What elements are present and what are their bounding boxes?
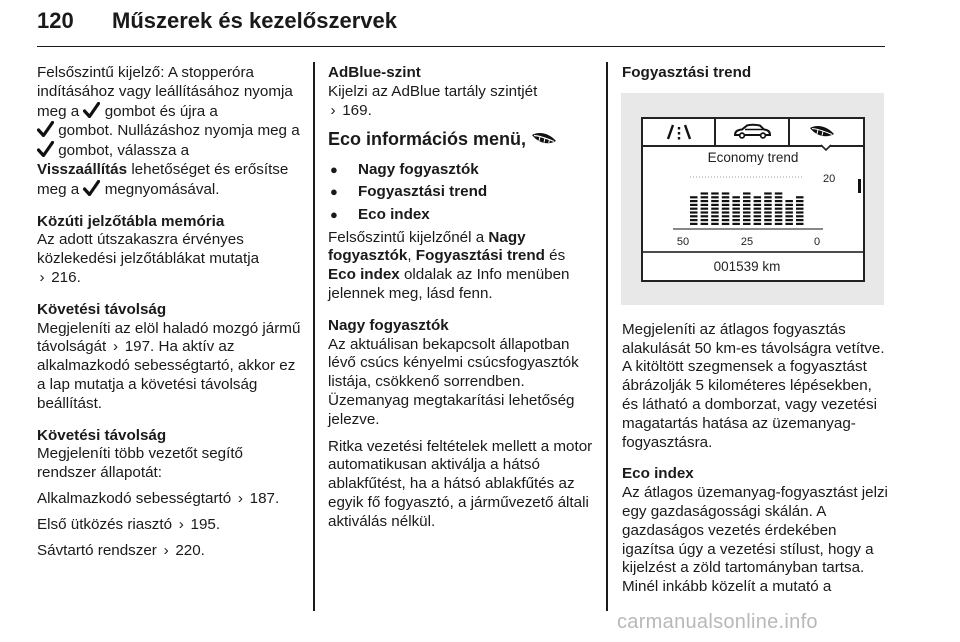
bar-segment — [785, 223, 793, 225]
section-heading: Követési távolság — [37, 426, 167, 444]
bar-segment — [796, 219, 804, 221]
car-icon — [716, 119, 788, 145]
rear-window-paragraph: Ritka vezetési feltételek mellett a motor automatikusan aktiválja a hátsó ablakfűtést, ha a hátsó ablakfűtés az egyik fő fogyasztó, a járművezető általi aktiválás nélkül. — [328, 437, 593, 530]
eco-leaf-icon — [531, 132, 557, 146]
bar-segment — [743, 204, 751, 206]
bar-segment — [796, 223, 804, 225]
page-reference[interactable]: 197. — [124, 338, 155, 356]
bar-segment — [754, 204, 762, 206]
eco-index-section: Eco index Az átlagos üzemanyag-fogyasztást jelzi egy gazdaságossági skálán. A gazdaságos vezetés érdekében igazítsa úgy a vezetési stílust, hogy a kijelzést a zöld tartományban tartsa. Minél inkább közelít a mutató a — [622, 465, 888, 596]
page-reference-icon: › — [237, 489, 243, 507]
bar-segment — [711, 215, 719, 217]
bar-segment — [764, 207, 772, 209]
bar-segment — [732, 204, 740, 206]
bar-segment — [690, 211, 698, 213]
bar-segment — [754, 219, 762, 221]
bar-segment — [764, 219, 772, 221]
bar-segment — [701, 223, 709, 225]
list-item: ● Fogyasztási trend — [328, 183, 593, 202]
bar-segment — [796, 196, 804, 198]
bar-segment — [732, 211, 740, 213]
bar-segment — [743, 211, 751, 213]
bar-segment — [764, 200, 772, 202]
page-reference-icon: › — [178, 515, 184, 533]
eco-menu-heading: Eco információs menü, — [328, 130, 593, 149]
bar-segment — [775, 200, 783, 202]
bar-segment — [732, 223, 740, 225]
bar-segment — [722, 223, 730, 225]
bar-segment — [711, 200, 719, 202]
bar-segment — [690, 196, 698, 198]
bar-segment — [775, 196, 783, 198]
bar-segment — [711, 192, 719, 194]
bar-segment — [722, 207, 730, 209]
list-item: ● Nagy fogyasztók — [328, 161, 593, 180]
bar-segment — [785, 219, 793, 221]
bar-segment — [764, 192, 772, 194]
bar-segment — [775, 219, 783, 221]
page-header — [37, 6, 885, 47]
bar-segment — [775, 223, 783, 225]
bar-segment — [722, 215, 730, 217]
bar-segment — [743, 192, 751, 194]
bar-segment — [711, 196, 719, 198]
section-heading: Közúti jelzőtábla memória — [37, 212, 225, 230]
bar-segment — [711, 207, 719, 209]
bar-segment — [743, 207, 751, 209]
bar-segment — [743, 223, 751, 225]
checkmark-icon — [83, 102, 100, 118]
tab-road — [643, 119, 716, 145]
section-heading: Nagy fogyasztók — [328, 316, 449, 334]
bar-segment — [711, 204, 719, 206]
section-heading: AdBlue-szint — [328, 64, 421, 81]
bar-segment — [732, 196, 740, 198]
odometer-readout: 001539 km — [713, 258, 781, 274]
bar-segment — [796, 215, 804, 217]
bar-segment — [775, 192, 783, 194]
checkmark-icon — [37, 121, 54, 137]
bar-segment — [796, 200, 804, 202]
bar-segment — [796, 207, 804, 209]
bar-group — [690, 192, 804, 225]
bar-segment — [764, 215, 772, 217]
reset-option-label: Visszaállítás — [37, 160, 128, 178]
list-item: ● Eco index — [328, 206, 593, 225]
bar-segment — [764, 211, 772, 213]
chapter-title: Műszerek és kezelőszervek — [112, 8, 397, 33]
bar-segment — [754, 211, 762, 213]
section-heading: Eco index — [622, 465, 694, 483]
bar-segment — [690, 207, 698, 209]
bar-segment — [732, 219, 740, 221]
bar-segment — [690, 215, 698, 217]
bar-segment — [701, 207, 709, 209]
tab-car — [716, 119, 790, 145]
bar-segment — [722, 219, 730, 221]
bar-segment — [690, 204, 698, 206]
bar-segment — [754, 207, 762, 209]
column-middle — [328, 64, 593, 545]
bar-segment — [796, 211, 804, 213]
screen-title: Economy trend — [707, 149, 799, 165]
page-reference[interactable]: 220. — [175, 541, 205, 559]
page-reference-icon: › — [39, 268, 45, 286]
bar-segment — [732, 215, 740, 217]
bar-segment — [775, 215, 783, 217]
scale-top-label: 20 — [823, 172, 836, 185]
following-distance-section: Követési távolság Megjeleníti az elöl haladó mozgó jármű távolságát › 197. Ha aktív az alkalmazkodó sebességtartó, akkor ez a lap mutatja a követési távolság beállítást. — [37, 300, 301, 412]
bar-segment — [785, 215, 793, 217]
bar-segment — [722, 211, 730, 213]
bar-segment — [690, 219, 698, 221]
bar-segment — [743, 200, 751, 202]
bar-segment — [701, 204, 709, 206]
page-reference[interactable]: 187. — [249, 489, 280, 507]
bar-segment — [743, 219, 751, 221]
page-reference[interactable]: 216. — [51, 268, 81, 286]
bar-segment — [732, 200, 740, 202]
bar-segment — [722, 200, 730, 202]
bar-segment — [754, 200, 762, 202]
tab-eco — [790, 119, 863, 145]
system-item: Első ütközés riasztó › 195. — [37, 515, 221, 533]
bar-segment — [722, 192, 730, 194]
stopwatch-paragraph: Felsőszintű kijelző: A stopperóra indításához vagy leállításához nyomja meg a gombot és újra a gombot. Nullázáshoz nyomja meg a gombot, válassza a Visszaállítás lehetőséget és erősítse meg a megnyomásával. — [37, 64, 300, 198]
system-item: Sávtartó rendszer › 220. — [37, 541, 205, 559]
scroll-indicator — [858, 179, 861, 193]
traffic-sign-memory-section: Közúti jelzőtábla memória Az adott útszakaszra érvényes közlekedési jelzőtáblákat mutatja › 216. — [37, 212, 260, 286]
following-distance-section-2: Követési távolság Megjeleníti több vezetőt segítő rendszer állapotát: — [37, 426, 244, 482]
bar-segment — [785, 204, 793, 206]
column-left — [37, 64, 305, 567]
x-tick-label: 50 — [676, 235, 690, 248]
bar-segment — [785, 200, 793, 202]
x-tick-label: 0 — [813, 235, 821, 248]
watermark-text: carmanualsonline.info — [617, 611, 818, 633]
page-reference-icon: › — [163, 541, 169, 559]
bar-segment — [701, 215, 709, 217]
page-reference-icon: › — [112, 338, 118, 356]
eco-intro-paragraph: Felsőszintű kijelzőnél a Nagy fogyasztók, Fogyasztási trend és Eco index oldalak az Info menüben jelennek meg, lásd fenn. — [328, 228, 570, 302]
bar-segment — [711, 211, 719, 213]
bar-segment — [722, 204, 730, 206]
bar-segment — [796, 204, 804, 206]
bar-segment — [754, 196, 762, 198]
bar-segment — [785, 211, 793, 213]
bar-segment — [764, 196, 772, 198]
adblue-section: AdBlue-szint Kijelzi az AdBlue tartály szintjét › 169. — [328, 64, 538, 119]
eco-leaf-icon — [790, 119, 863, 151]
column-divider — [313, 62, 315, 611]
page-number: 120 — [37, 8, 74, 33]
bar-segment — [701, 200, 709, 202]
bar-segment — [701, 196, 709, 198]
bar-segment — [690, 223, 698, 225]
bar-segment — [754, 215, 762, 217]
bar-segment — [690, 200, 698, 202]
bar-segment — [785, 207, 793, 209]
column-divider — [606, 62, 608, 611]
bar-segment — [711, 223, 719, 225]
consumption-trend-figure — [621, 93, 884, 305]
trend-description: Megjeleníti az átlagos fogyasztás alakulását 50 km-es távolságra vetítve. A kitöltött szegmensek a fogyasztást ábrázolják 5 kilométeres lépésekben, és látható a domborzat, vagy vezetési magatartás hatása az üzemanyag-fogyasztásra. — [622, 320, 885, 451]
display-screen — [641, 117, 865, 282]
bar-segment — [754, 223, 762, 225]
road-icon — [643, 119, 716, 145]
bar-segment — [732, 207, 740, 209]
bar-segment — [722, 196, 730, 198]
bar-segment — [764, 204, 772, 206]
eco-menu-list — [328, 161, 593, 224]
bar-segment — [701, 211, 709, 213]
checkmark-icon — [83, 180, 100, 196]
section-heading: Fogyasztási trend — [622, 64, 752, 81]
bar-segment — [743, 196, 751, 198]
bar-segment — [775, 211, 783, 213]
section-heading: Követési távolság — [37, 300, 167, 318]
bar-segment — [743, 215, 751, 217]
page-reference[interactable]: 195. — [190, 515, 221, 533]
bar-segment — [711, 219, 719, 221]
page-reference[interactable]: 169. — [342, 101, 372, 119]
bar-segment — [701, 219, 709, 221]
top-consumers-section: Nagy fogyasztók Az aktuálisan bekapcsolt állapotban lévő csúcs kényelmi csúcsfogyasztók listája, csökkenő sorrendben. Üzemanyag megtakarítási lehetőség jelezve. — [328, 316, 579, 428]
checkmark-icon — [37, 141, 54, 157]
x-tick-label: 25 — [740, 235, 754, 248]
consumption-bar-chart — [643, 163, 863, 279]
page-reference-icon: › — [330, 101, 336, 119]
column-right — [622, 64, 890, 610]
system-item: Alkalmazkodó sebességtartó › 187. — [37, 489, 280, 507]
display-tab-bar — [643, 119, 863, 147]
bar-segment — [701, 192, 709, 194]
bar-segment — [764, 223, 772, 225]
bar-segment — [775, 207, 783, 209]
bar-segment — [775, 204, 783, 206]
